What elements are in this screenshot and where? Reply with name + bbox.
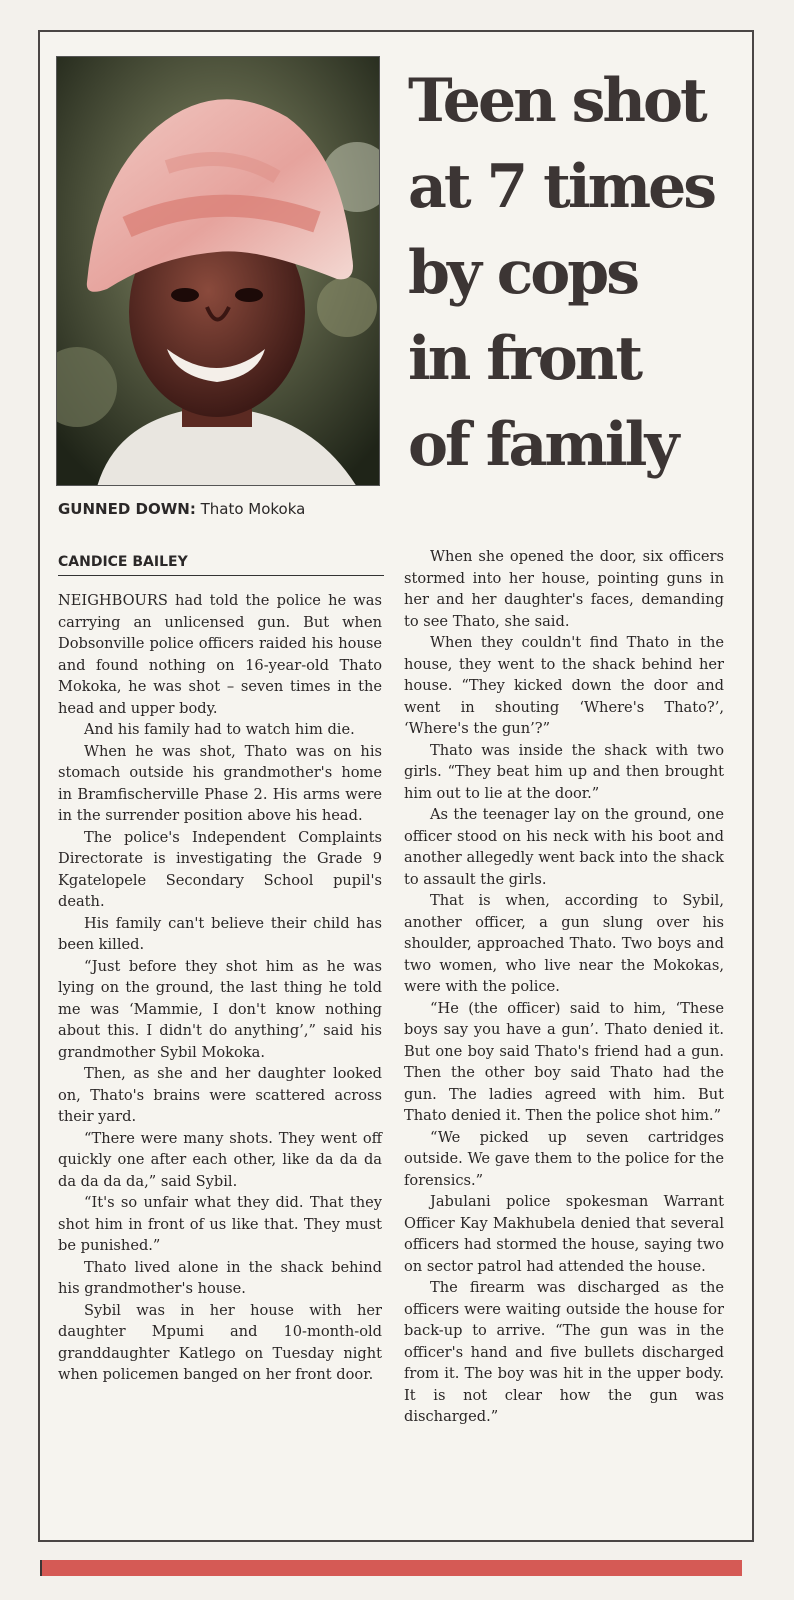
paragraph: As the teenager lay on the ground, one officer stood on his neck with his boot and another allegedly went back into the shack to assault the girls. xyxy=(404,806,724,888)
paragraph: Thato lived alone in the shack behind his grandmother's house. xyxy=(58,1258,382,1297)
paragraph: “There were many shots. They went off quickly one after each other, like da da da da da da da,” said Sybil. xyxy=(58,1129,382,1190)
paragraph: When she opened the door, six officers stormed into her house, pointing guns in her and her daughter's faces, demanding to see Thato, she said. xyxy=(404,548,724,630)
paragraph: “Just before they shot him as he was lying on the ground, the last thing he told me was ‘Mammie, I don't know nothing about this. I didn't do anything’,” said his grandmother Sybil Mokoka. xyxy=(58,957,382,1061)
paragraph: “We picked up seven cartridges outside. We gave them to the police for the forensics.” xyxy=(404,1128,724,1189)
paragraph: Jabulani police spokesman Warrant Officer Kay Makhubela denied that several officers had stormed the house, saying two on sector patrol had attended the house. xyxy=(404,1193,724,1275)
paragraph: The police's Independent Complaints Directorate is investigating the Grade 9 Kgatelopele Secondary School pupil's death. xyxy=(58,828,382,910)
paragraph: And his family had to watch him die. xyxy=(84,721,355,738)
article-column-right xyxy=(404,546,724,1428)
boy-portrait-image xyxy=(57,57,380,486)
red-footer-bar xyxy=(40,1560,742,1576)
paragraph: “It's so unfair what they did. That they shot him in front of us like that. They must be punished.” xyxy=(58,1194,382,1254)
paragraph: That is when, according to Sybil, another officer, a gun slung over his shoulder, approached Thato. Two boys and two women, who live near the Mokokas, were with the police. xyxy=(404,892,724,995)
headline-line-2: at 7 times xyxy=(408,152,715,222)
paragraph: His family can't believe their child has been killed. xyxy=(58,914,382,953)
headline-line-4: in front xyxy=(408,324,641,394)
paragraph: “He (the officer) said to him, ‘These boys say you have a gun’. Thato denied it. But one boy said Thato's friend had a gun. Then the other boy said Thato had the gun. The ladies agreed with him. But Thato denied it. Then the police shot him.” xyxy=(404,999,724,1124)
photo-caption xyxy=(58,500,305,518)
paragraph: Then, as she and her daughter looked on, Thato's brains were scattered across their yard. xyxy=(58,1065,382,1125)
paragraph: The firearm was discharged as the officers were waiting outside the house for back-up to arrive. “The gun was in the officer's hand and five bullets discharged from it. The boy was hit in the upper body. It is not clear how the gun was discharged.” xyxy=(404,1279,724,1425)
paragraph: When he was shot, Thato was on his stomach outside his grandmother's home in Bramfischerville Phase 2. His arms were in the surrender position above his head. xyxy=(58,742,382,824)
article-column-left xyxy=(58,590,382,1386)
portrait-photo xyxy=(56,56,380,486)
caption-label: GUNNED DOWN: xyxy=(58,500,196,518)
headline xyxy=(408,58,738,488)
headline-line-5: of family xyxy=(408,410,677,480)
paragraph: Thato was inside the shack with two girls. “They beat him up and then brought him out to lie at the door.” xyxy=(404,741,724,802)
byline: CANDICE BAILEY xyxy=(58,554,384,576)
paragraph: When they couldn't find Thato in the house, they went to the shack behind her house. “They kicked down the door and went in shouting ‘Where's Thato?’, ‘Where's the gun’?” xyxy=(404,634,724,737)
headline-line-3: by cops xyxy=(408,238,637,308)
paragraph: NEIGHBOURS had told the police he was carrying an unlicensed gun. But when Dobsonville police officers raided his house and found nothing on 16-year-old Thato Mokoka, he was shot – seven times in the head and upper body. xyxy=(58,592,382,717)
paragraph: Sybil was in her house with her daughter Mpumi and 10-month-old granddaughter Katlego on Tuesday night when policemen banged on her front door. xyxy=(58,1301,382,1383)
caption-name: Thato Mokoka xyxy=(195,500,306,518)
headline-line-1: Teen shot xyxy=(408,66,705,136)
